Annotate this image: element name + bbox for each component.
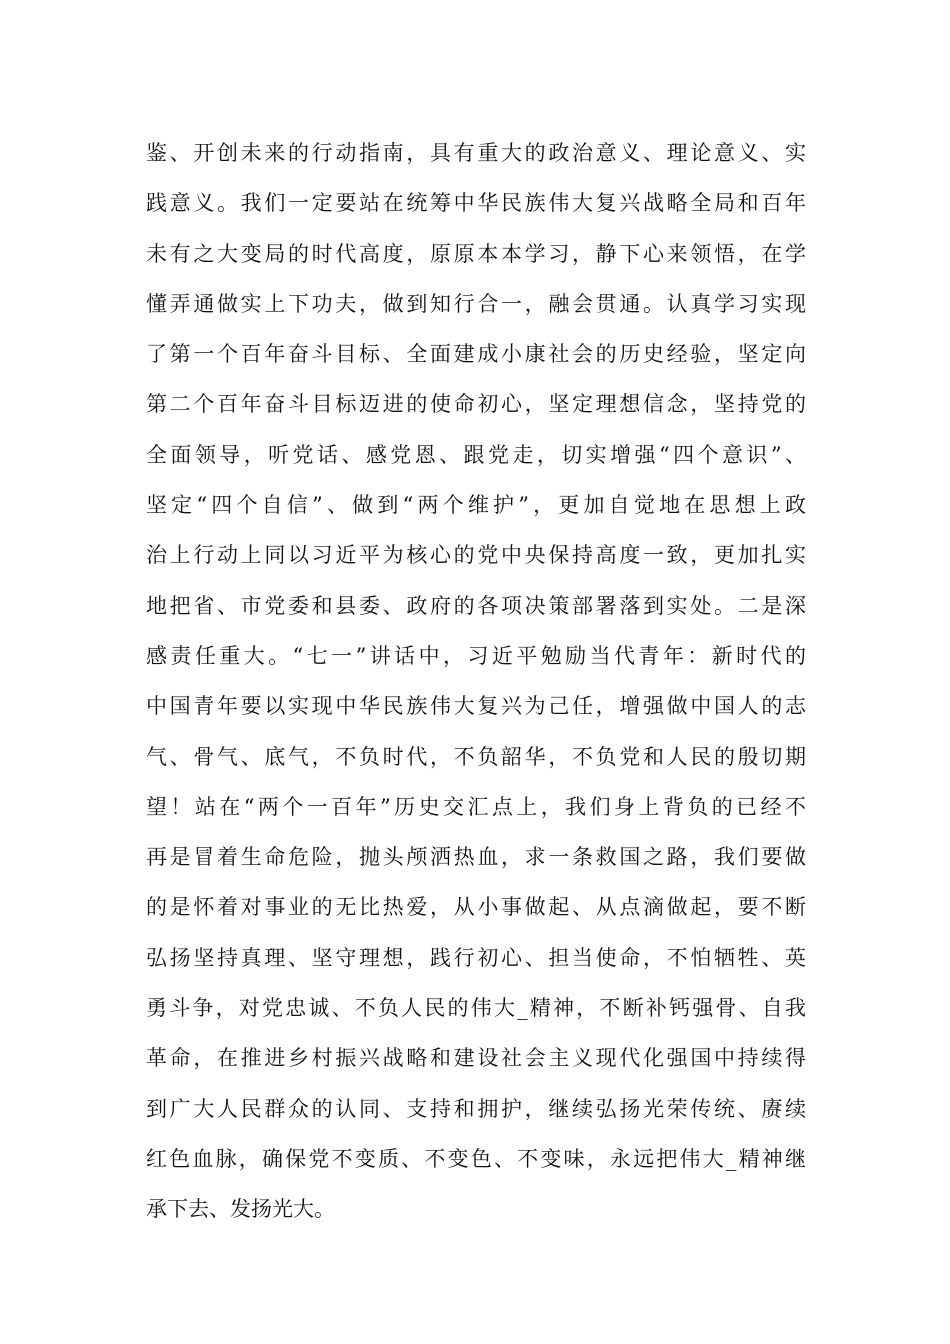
body-paragraph	[146, 128, 806, 1235]
text-line: 中国青年要以实现中华民族伟大复兴为己任，增强做中国人的志	[146, 694, 806, 719]
text-line: 践意义。我们一定要站在统筹中华民族伟大复兴战略全局和百年	[146, 191, 806, 216]
text-line: 坚定“四个自信”、做到“两个维护”，更加自觉地在思想上政	[146, 493, 806, 518]
text-line: 再是冒着生命危险，抛头颅洒热血，求一条救国之路，我们要做	[146, 845, 806, 870]
text-line: 的是怀着对事业的无比热爱，从小事做起、从点滴做起，要不断	[146, 895, 806, 920]
text-line: 承下去、发扬光大。	[146, 1197, 335, 1222]
text-line: 勇斗争，对党忠诚、不负人民的伟大_精神，不断补钙强骨、自我	[146, 996, 806, 1021]
text-line: 红色血脉，确保党不变质、不变色、不变味，永远把伟大_精神继	[146, 1146, 806, 1171]
text-line: 鉴、开创未来的行动指南，具有重大的政治意义、理论意义、实	[146, 141, 806, 165]
text-line: 望！站在“两个一百年”历史交汇点上，我们身上背负的已经不	[146, 794, 806, 819]
text-line: 了第一个百年奋斗目标、全面建成小康社会的历史经验，坚定向	[146, 342, 806, 367]
text-line: 气、骨气、底气，不负时代，不负韶华，不负党和人民的殷切期	[146, 744, 806, 769]
text-line: 到广大人民群众的认同、支持和拥护，继续弘扬光荣传统、赓续	[146, 1096, 806, 1121]
text-line: 懂弄通做实上下功夫，做到知行合一，融会贯通。认真学习实现	[146, 291, 806, 316]
text-line: 第二个百年奋斗目标迈进的使命初心，坚定理想信念，坚持党的	[146, 392, 806, 417]
text-line: 全面领导，听党话、感党恩、跟党走，切实增强“四个意识”、	[146, 442, 806, 467]
text-line: 未有之大变局的时代高度，原原本本学习，静下心来领悟，在学	[146, 241, 806, 266]
text-line: 革命，在推进乡村振兴战略和建设社会主义现代化强国中持续得	[146, 1046, 806, 1071]
text-line: 地把省、市党委和县委、政府的各项决策部署落到实处。二是深	[146, 593, 806, 618]
text-line: 弘扬坚持真理、坚守理想，践行初心、担当使命，不怕牺牲、英	[146, 945, 806, 970]
text-line: 治上行动上同以习近平为核心的党中央保持高度一致，更加扎实	[146, 543, 806, 568]
text-line: 感责任重大。“七一”讲话中，习近平勉励当代青年：新时代的	[146, 643, 806, 668]
